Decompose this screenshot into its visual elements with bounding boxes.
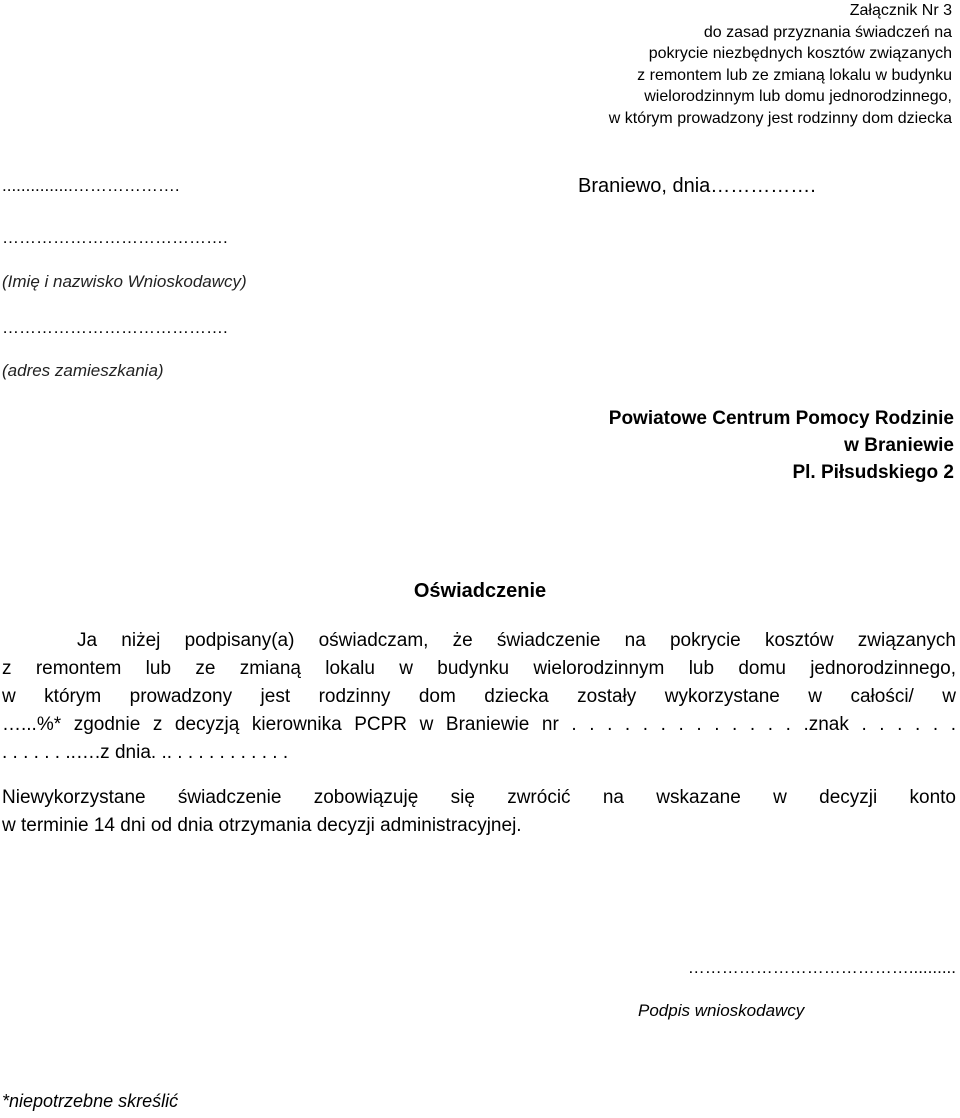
statement-line: …...%* zgodnie z decyzją kierownika PCPR w Braniewie nr . . . . . . . . . . . . . .znak . . . . . . <box>2 714 956 735</box>
applicant-address-dots: …………………………………. <box>2 318 228 337</box>
place-date: Braniewo, dnia……………. <box>578 175 816 197</box>
recipient-block <box>609 405 954 486</box>
annex-line: z remontem lub ze zmianą lokalu w budynku <box>637 66 952 84</box>
annex-line: Załącznik Nr 3 <box>849 2 952 19</box>
document-title: Oświadczenie <box>413 580 547 602</box>
signature-dots: ………………………………….......... <box>687 958 956 977</box>
applicant-name-label: (Imię i nazwisko Wnioskodawcy) <box>2 272 247 291</box>
statement-line: Ja niżej podpisany(a) oświadczam, że świadczenie na pokrycie kosztów związanych <box>77 630 956 651</box>
applicant-name-dots-2: …………………………………. <box>2 228 228 247</box>
recipient-line: Powiatowe Centrum Pomocy Rodzinie <box>608 408 954 429</box>
refund-line: w terminie 14 dni od dnia otrzymania decyzji administracyjnej. <box>2 815 522 836</box>
recipient-line: Pl. Piłsudskiego 2 <box>792 462 954 483</box>
footnote: *niepotrzebne skreślić <box>2 1091 179 1111</box>
refund-paragraph <box>2 784 956 840</box>
annex-line: w którym prowadzony jest rodzinny dom dziecka <box>608 109 952 127</box>
statement-line: . . . . . . ..….z dnia. .. . . . . . . . . . . . <box>2 742 289 763</box>
applicant-name-dots: ...............………………. <box>2 176 180 195</box>
applicant-address-label: (adres zamieszkania) <box>2 361 164 380</box>
annex-line: do zasad przyznania świadczeń na <box>703 23 952 41</box>
statement-line: w którym prowadzony jest rodzinny dom dziecka zostały wykorzystane w całości/ w <box>2 686 956 707</box>
recipient-line: w Braniewie <box>844 435 954 456</box>
signature-label: Podpis wnioskodawcy <box>638 1001 805 1020</box>
annex-line: wielorodzinnym lub domu jednorodzinnego, <box>644 88 952 105</box>
statement-line: z remontem lub ze zmianą lokalu w budynku wielorodzinnym lub domu jednorodzinnego, <box>2 658 956 679</box>
annex-line: pokrycie niezbędnych kosztów związanych <box>648 45 952 62</box>
refund-line: Niewykorzystane świadczenie zobowiązuję się zwrócić na wskazane w decyzji konto <box>2 787 956 808</box>
statement-paragraph <box>2 627 956 767</box>
annex-header <box>609 0 952 129</box>
